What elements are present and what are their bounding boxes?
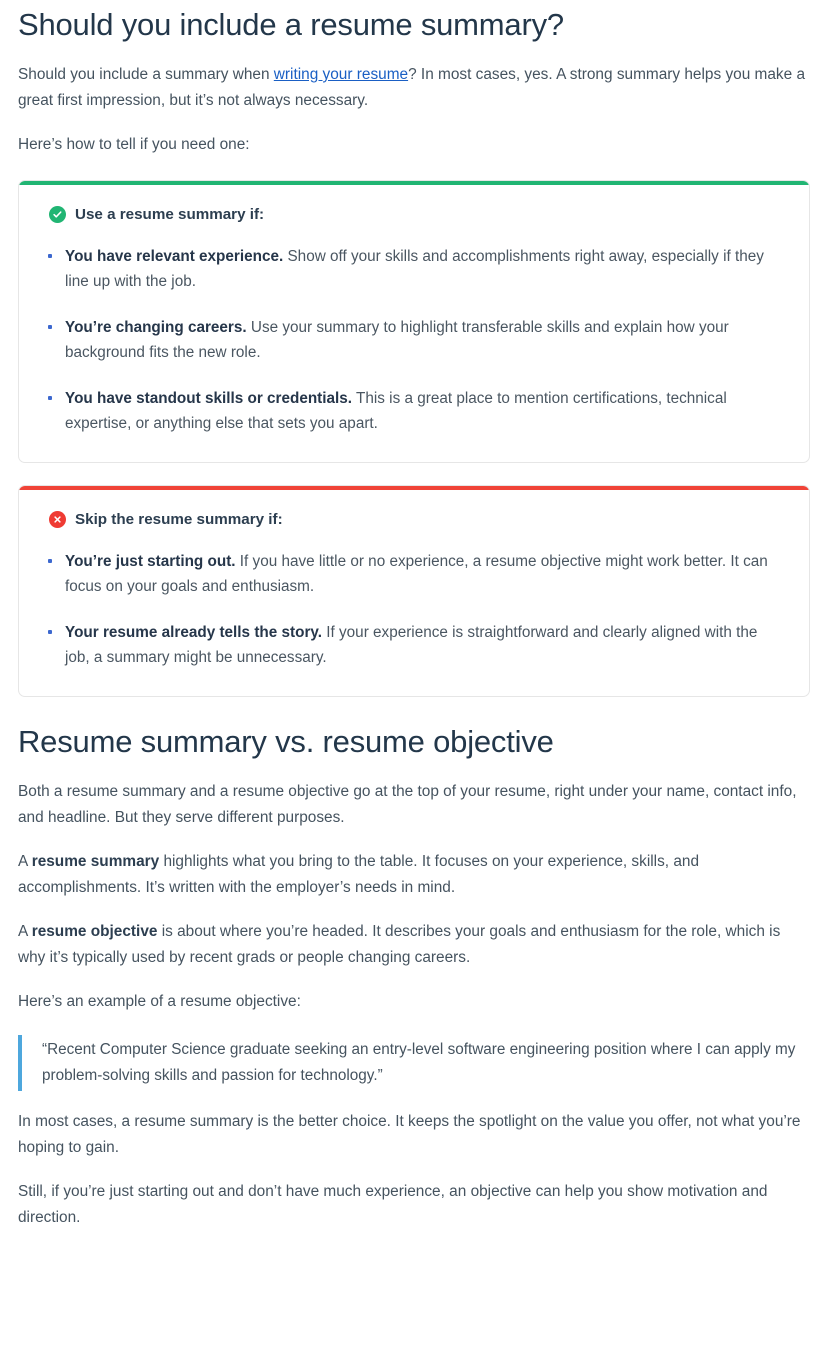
page-title: Should you include a resume summary? xyxy=(18,7,564,42)
paragraph-3-body: is about where you’re headed. It describes your goals and enthusiasm for the role, which is why it’s typically used by recent grads or people changing careers. xyxy=(18,923,781,966)
callout-title: Use a resume summary if: xyxy=(75,206,265,223)
lead-in-paragraph: Here’s how to tell if you need one: xyxy=(18,136,250,153)
list-item-lead: Your resume already tells the story. xyxy=(65,624,323,641)
intro-paragraph xyxy=(18,62,810,114)
list-item xyxy=(43,315,785,365)
paragraph-3-prefix: A xyxy=(18,923,32,940)
callout-list xyxy=(43,549,785,670)
term-resume-summary: resume summary xyxy=(31,853,160,870)
list-item xyxy=(43,620,785,670)
paragraph-2-body: highlights what you bring to the table. It focuses on your experience, skills, and accomplishments. It’s written with the employer’s needs in mind. xyxy=(18,853,700,896)
callout-accent-bar xyxy=(19,486,809,490)
list-item xyxy=(43,386,785,436)
list-item-body: If you have little or no experience, a resume objective might work better. It can focus on your goals and enthusiasm. xyxy=(65,553,768,595)
list-item xyxy=(43,549,785,599)
list-item-body: Use your summary to highlight transferable skills and explain how your background fits the new role. xyxy=(65,319,729,361)
x-circle-icon xyxy=(49,511,66,528)
comparison-paragraph-1: Both a resume summary and a resume objective go at the top of your resume, right under your name, contact info, and headline. But they serve different purposes. xyxy=(18,783,797,826)
term-resume-objective: resume objective xyxy=(31,923,158,940)
list-item-body: Show off your skills and accomplishments right away, especially if they line up with the job. xyxy=(65,248,764,290)
callout-skip-summary xyxy=(18,485,810,697)
comparison-paragraph-3 xyxy=(18,919,810,971)
closing-paragraph-1: In most cases, a resume summary is the better choice. It keeps the spotlight on the value you offer, not what you’re hoping to gain. xyxy=(18,1113,801,1156)
writing-your-resume-link[interactable]: writing your resume xyxy=(273,66,409,83)
comparison-paragraph-2 xyxy=(18,849,810,901)
callout-title: Skip the resume summary if: xyxy=(75,511,283,528)
list-item-lead: You have relevant experience. xyxy=(65,248,284,265)
intro-text-before-link: Should you include a summary when xyxy=(18,66,274,83)
check-circle-icon xyxy=(49,206,66,223)
list-item xyxy=(43,244,785,294)
callout-header xyxy=(49,511,785,528)
quote-text: “Recent Computer Science graduate seeking an entry-level software engineering position where I can apply my problem-solving skills and passion for technology.” xyxy=(42,1041,796,1084)
resume-objective-example-quote xyxy=(18,1035,810,1091)
list-item-lead: You’re changing careers. xyxy=(65,319,247,336)
paragraph-2-prefix: A xyxy=(18,853,32,870)
callout-header xyxy=(49,206,785,223)
section-title-comparison: Resume summary vs. resume objective xyxy=(18,724,554,759)
list-item-lead: You’re just starting out. xyxy=(65,553,236,570)
closing-paragraph-2: Still, if you’re just starting out and don’t have much experience, an objective can help you show motivation and direction. xyxy=(18,1183,768,1226)
callout-use-summary xyxy=(18,180,810,463)
list-item-body: If your experience is straightforward and clearly aligned with the job, a summary might be unnecessary. xyxy=(65,624,758,666)
callout-accent-bar xyxy=(19,181,809,185)
callout-list xyxy=(43,244,785,436)
example-lead-in: Here’s an example of a resume objective: xyxy=(18,993,301,1010)
list-item-lead: You have standout skills or credentials. xyxy=(65,390,353,407)
list-item-body: This is a great place to mention certifications, technical expertise, or anything else that sets you apart. xyxy=(65,390,727,432)
intro-text-after-link: ? In most cases, yes. A strong summary helps you make a great first impression, but it’s not always necessary. xyxy=(18,66,806,109)
